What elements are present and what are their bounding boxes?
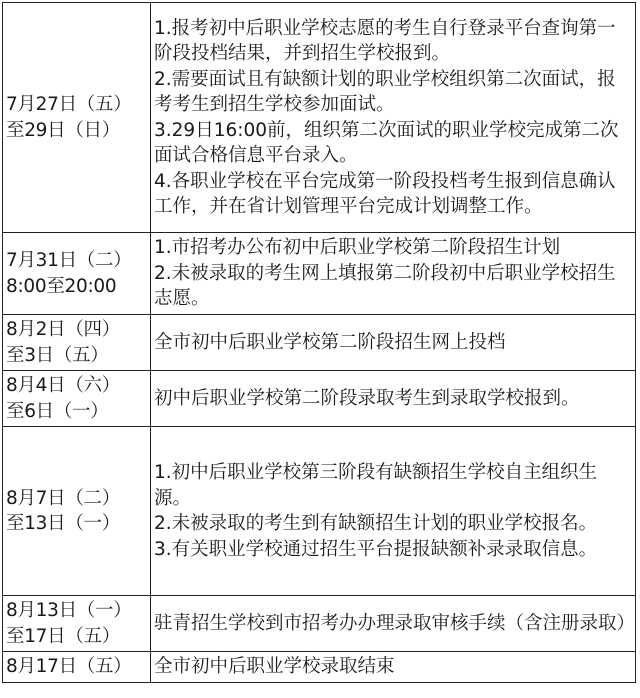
content-item: 1.报考初中后职业学校志愿的考生自行登录平台查询第一阶段投档结果，并到招生学校报到。 <box>154 17 616 64</box>
date-line: 至3日（五） <box>6 344 109 366</box>
date-line: 至29日（日） <box>6 119 120 141</box>
date-line: 8月17日（五） <box>6 656 132 678</box>
table-row <box>3 596 636 652</box>
content-item: 初中后职业学校第二阶段录取考生到录取学校报到。 <box>154 387 580 409</box>
date-line: 至6日（一） <box>6 400 109 422</box>
content-item: 3.29日16:00前，组织第二次面试的职业学校完成第二次面试合格信息平台录入。 <box>154 119 619 166</box>
content-cell <box>151 652 636 683</box>
content-item: 全市初中后职业学校录取结束 <box>154 656 395 678</box>
date-cell <box>3 371 151 427</box>
admission-schedule-table <box>2 2 636 683</box>
content-item: 1.市招考办公布初中后职业学校第二阶段招生计划 <box>154 237 561 259</box>
date-cell <box>3 3 151 233</box>
date-cell <box>3 596 151 652</box>
date-line: 7月31日（二） <box>6 250 132 271</box>
date-line: 8月13日（一） <box>6 600 132 621</box>
content-cell <box>151 233 636 315</box>
content-cell <box>151 596 636 652</box>
table-row <box>3 233 636 315</box>
content-item: 2.未被录取的考生到有缺额招生计划的职业学校报名。 <box>154 513 598 534</box>
date-line: 7月27日（五） <box>6 94 132 115</box>
content-item: 1.初中后职业学校第三阶段有缺额招生学校自主组织生源。 <box>154 462 598 509</box>
content-item: 4.各职业学校在平台完成第一阶段投档考生报到信息确认工作，并在省计划管理平台完成计划调整工作。 <box>154 170 616 217</box>
content-item: 全市初中后职业学校第二阶段招生网上投档 <box>154 331 506 353</box>
date-line: 8月4日（六） <box>6 375 120 396</box>
date-line: 至13日（一） <box>6 513 120 534</box>
table-row <box>3 652 636 683</box>
date-cell <box>3 315 151 371</box>
date-line: 至17日（五） <box>6 625 120 647</box>
date-line: 8月7日（二） <box>6 487 120 509</box>
table-row <box>3 3 636 233</box>
date-cell <box>3 652 151 683</box>
date-line: 8月2日（四） <box>6 319 120 340</box>
content-cell <box>151 371 636 427</box>
content-cell <box>151 3 636 233</box>
table-row <box>3 427 636 596</box>
content-item: 驻青招生学校到市招考办办理录取审核手续（含注册录取） <box>154 612 636 634</box>
date-cell <box>3 427 151 596</box>
content-item: 3.有关职业学校通过招生平台提报缺额补录录取信息。 <box>154 538 598 560</box>
content-cell <box>151 315 636 371</box>
content-cell <box>151 427 636 596</box>
table-row <box>3 371 636 427</box>
date-cell <box>3 233 151 315</box>
table-row <box>3 315 636 371</box>
date-line: 8:00至20:00 <box>6 275 117 297</box>
content-item: 2.需要面试且有缺额计划的职业学校组织第二次面试，报考考生到招生学校参加面试。 <box>154 68 616 115</box>
content-item: 2.未被录取的考生网上填报第二阶段初中后职业学校招生志愿。 <box>154 262 616 310</box>
